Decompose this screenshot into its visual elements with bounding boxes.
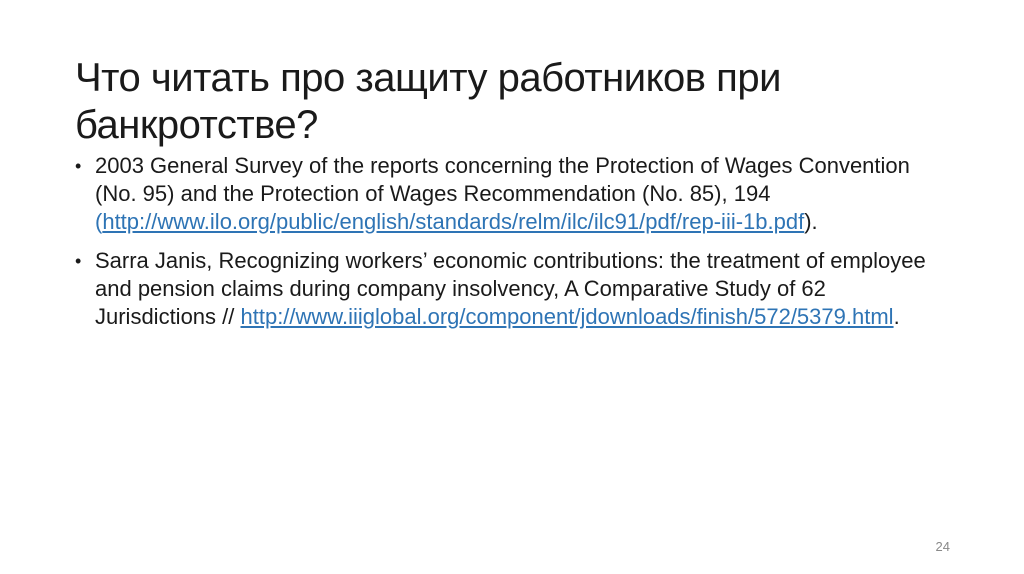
- page-number: 24: [935, 539, 950, 554]
- bullet-text-suffix: ).: [804, 209, 818, 234]
- link-open-paren: (: [95, 209, 103, 234]
- bullet-text: 2003 General Survey of the reports concerning the Protection of Wages Convention (No. 95) and the Protection of Wages Recommendation (No. 85), 194: [95, 153, 910, 206]
- iiiglobal-download-link[interactable]: http://www.iiiglobal.org/component/jdownloads/finish/572/5379.html: [240, 304, 894, 329]
- bullet-text-block: [95, 247, 943, 331]
- bullet-item: [75, 247, 943, 331]
- bullet-item: [75, 152, 943, 236]
- ilo-report-link[interactable]: http://www.ilo.org/public/english/standards/relm/ilc/ilc91/pdf/rep-iii-1b.pdf: [102, 209, 805, 234]
- bullet-marker: •: [75, 251, 82, 271]
- bullet-list: [75, 152, 943, 342]
- slide-title: Что читать про защиту работников при банкротстве?: [75, 55, 781, 147]
- bullet-marker: •: [75, 156, 82, 176]
- bullet-text-suffix: .: [893, 304, 900, 329]
- bullet-text-block: [95, 152, 943, 236]
- bullet-text: Sarra Janis, Recognizing workers’ economic contributions: the treatment of employee and pension claims during company insolvency, A Comparative Study of 62 Jurisdictions //: [95, 248, 926, 329]
